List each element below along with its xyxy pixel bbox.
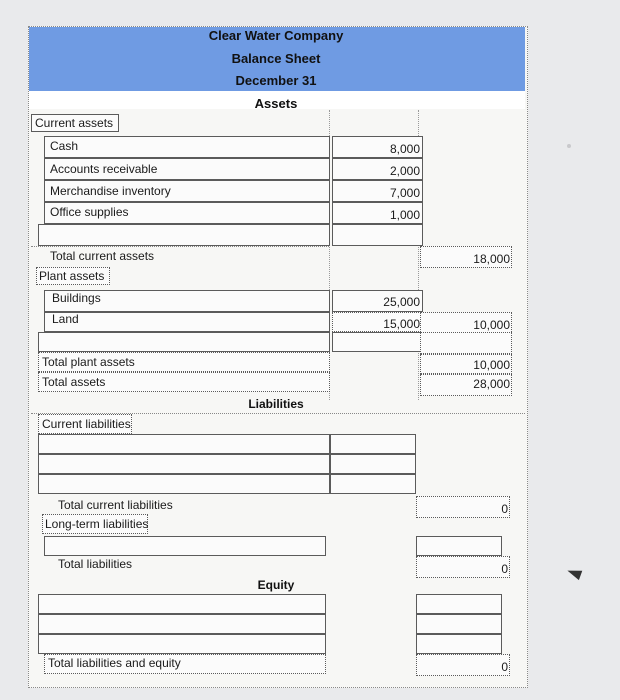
company-name: Clear Water Company	[208, 28, 344, 43]
total-le-value: 0	[501, 660, 508, 674]
current-assets-heading: Current assets	[35, 116, 114, 130]
total-current-assets-value: 18,000	[473, 252, 510, 266]
plant-assets-heading: Plant assets	[39, 269, 105, 283]
ltl-row1-label-field[interactable]	[44, 536, 326, 556]
cash-label: Cash	[50, 139, 79, 153]
eq-row2-label-field[interactable]	[38, 614, 326, 634]
total-liabilities-value: 0	[501, 562, 508, 576]
buildings-label: Buildings	[52, 291, 101, 305]
cl-row2-amount-field[interactable]	[330, 454, 416, 474]
total-assets-label: Total assets	[42, 375, 106, 389]
total-liabilities-equity-label: Total liabilities and equity	[48, 656, 181, 670]
mouse-cursor-icon	[566, 566, 583, 580]
land-value: 15,000	[383, 317, 420, 331]
eq-row3-amount-field[interactable]	[416, 634, 502, 654]
plant-blank-total-field[interactable]	[420, 332, 512, 354]
ar-label: Accounts receivable	[50, 162, 158, 176]
blank-amount-field[interactable]	[332, 224, 423, 246]
ar-value: 2,000	[389, 164, 420, 178]
total-plant-assets-label: Total plant assets	[42, 355, 135, 369]
total-current-liabilities-label: Total current liabilities	[58, 498, 173, 512]
background-speck	[567, 144, 571, 148]
buildings-value: 25,000	[383, 295, 420, 309]
ltl-row1-amount-field[interactable]	[416, 536, 502, 556]
long-term-liabilities-heading: Long-term liabilities	[45, 517, 149, 531]
land-label: Land	[52, 312, 79, 326]
total-current-assets-label: Total current assets	[50, 249, 155, 263]
plant-blank-label-field[interactable]	[38, 332, 330, 352]
separator	[31, 246, 329, 247]
cash-label-field[interactable]	[44, 136, 330, 158]
cl-row1-label-field[interactable]	[38, 434, 330, 454]
eq-row2-amount-field[interactable]	[416, 614, 502, 634]
inventory-label: Merchandise inventory	[50, 184, 171, 198]
cl-row3-amount-field[interactable]	[330, 474, 416, 494]
eq-row3-label-field[interactable]	[38, 634, 326, 654]
blank-label-field[interactable]	[38, 224, 330, 246]
assets-heading: Assets	[254, 96, 298, 111]
eq-row1-amount-field[interactable]	[416, 594, 502, 614]
total-liabilities-label: Total liabilities	[58, 557, 133, 571]
equity-heading: Equity	[257, 578, 295, 592]
statement-title: Balance Sheet	[231, 51, 321, 66]
land-total-value: 10,000	[473, 318, 510, 332]
statement-date: December 31	[235, 73, 317, 88]
liabilities-heading: Liabilities	[248, 397, 304, 411]
supplies-value: 1,000	[389, 208, 420, 222]
plant-blank-amount-field[interactable]	[332, 332, 423, 352]
inventory-value: 7,000	[389, 186, 420, 200]
cash-value: 8,000	[389, 142, 420, 156]
cl-row2-label-field[interactable]	[38, 454, 330, 474]
total-current-liabilities-value: 0	[501, 502, 508, 516]
land-label-field[interactable]	[44, 312, 330, 332]
supplies-label: Office supplies	[50, 205, 129, 219]
current-liabilities-heading: Current liabilities	[42, 417, 131, 431]
cl-row1-amount-field[interactable]	[330, 434, 416, 454]
cl-row3-label-field[interactable]	[38, 474, 330, 494]
total-plant-assets-value: 10,000	[473, 358, 510, 372]
total-assets-value: 28,000	[473, 377, 510, 391]
eq-row1-label-field[interactable]	[38, 594, 326, 614]
